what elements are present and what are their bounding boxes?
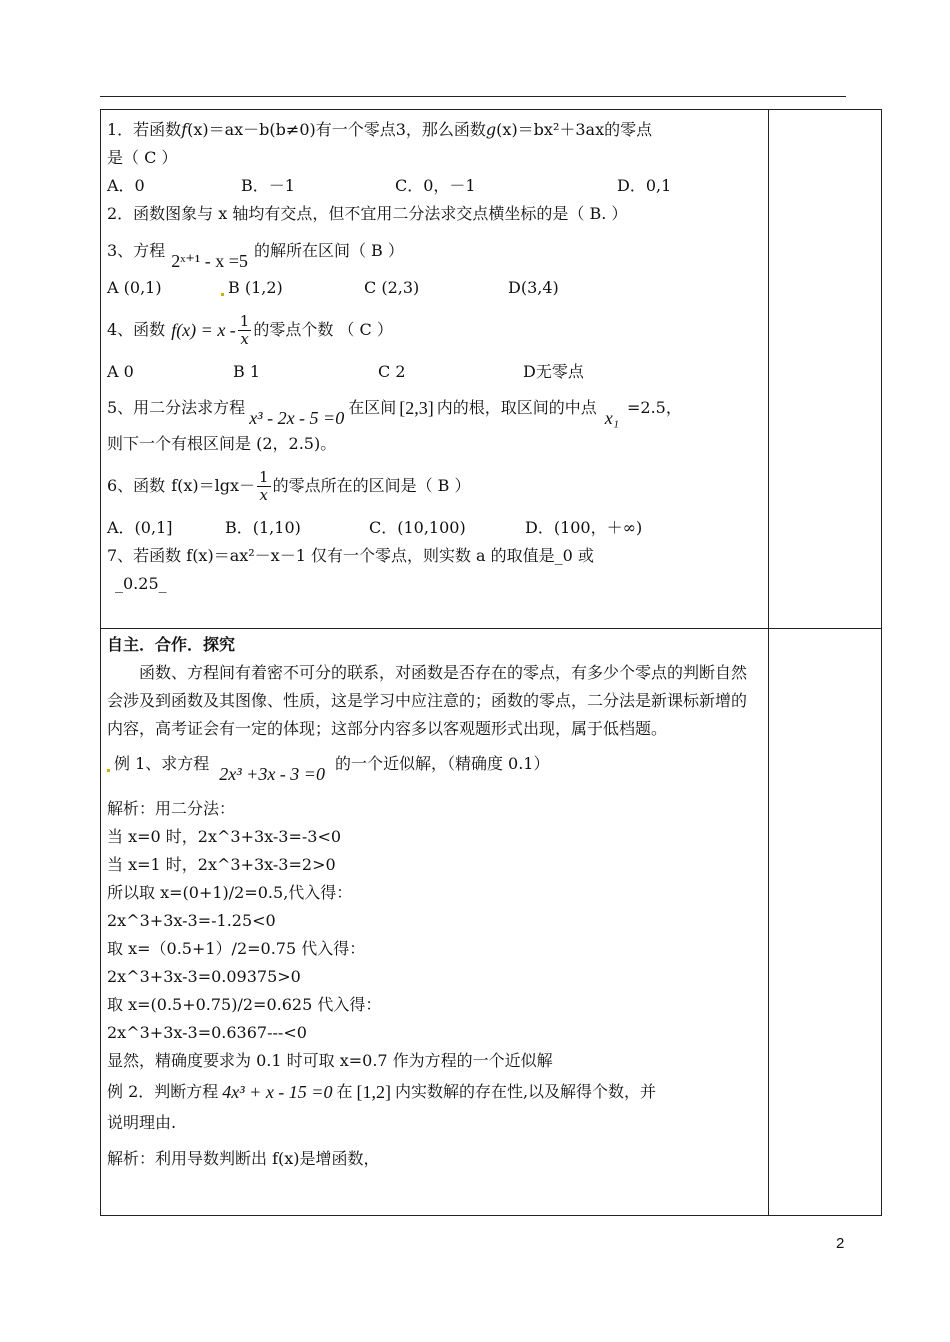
q7-line2: _0.25_ — [115, 574, 167, 593]
q6-fraction: $\frac{1}{x}$ — [259, 467, 269, 504]
intro-paragraph: 函数、方程间有着密不可分的联系，对函数是否存在的零点，有多少个零点的判断自然会涉及到函数及其图像、性质，这是学习中应注意的；函数的零点，二分法是新课标新增的内容，高考证会有一定的体现；这部分内容多以客观题形式出现，属于低档题。 — [107, 663, 748, 738]
q6-line: 6、函数 f(x)＝lgx－ $\frac{1}{x}$ 的零点所在的区间是（ B ） — [107, 467, 471, 504]
solution-line-4: 所以取 x=(0+1)/2=0.5,代入得： — [107, 883, 353, 902]
example1-line: 例 1、求方程 2x³ +3x - 3 =0 的一个近似解，（精确度 0.1） — [107, 743, 762, 785]
example2-line2: 说明理由. — [107, 1113, 177, 1132]
q3-line: 3、方程 2ˣ⁺¹ - x =5 的解所在区间（ B ） — [107, 241, 404, 271]
q2-line: 2．函数图象与 x 轴均有交点，但不宜用二分法求交点横坐标的是（ B. ） — [107, 204, 628, 223]
q7-line1: 7、若函数 f(x)＝ax²－x－1 仅有一个零点，则实数 a 的取值是_0 或 — [107, 546, 594, 565]
notes-cell-1 — [769, 110, 882, 629]
q4-line: 4、函数 f(x) = x - $\frac{1}{x}$ 的零点个数 （ C ） — [107, 311, 393, 348]
section-heading: 自主．合作．探究 — [107, 635, 236, 654]
solution-line-8: 取 x=(0.5+0.75)/2=0.625 代入得： — [107, 995, 382, 1014]
worksheet-table — [100, 109, 882, 1216]
example2-solution: 解析：利用导数判断出 f(x)是增函数， — [107, 1149, 380, 1168]
q6-options: A．(0,1] B．(1,10) C．(10,100) D．(100，＋∞) — [107, 518, 643, 537]
q4-fraction: $\frac{1}{x}$ — [239, 311, 250, 348]
marker-dot — [107, 769, 110, 772]
exercise-cell — [101, 110, 769, 629]
q4-options: A 0 B 1 C 2 D无零点 — [107, 362, 584, 381]
solution-line-2: 当 x=0 时，2x^3+3x-3=-3<0 — [107, 827, 342, 846]
explore-cell — [101, 629, 769, 1216]
q1-line1: 1．若函数 f (x)＝ax－b(b≠0)有一个零点3，那么函数 g (x)＝bx²＋3ax的零点 — [107, 120, 653, 139]
q1-line2: 是（ C ） — [107, 148, 178, 167]
q5-line1: 5、用二分法求方程 x³ - 2x - 5 =0 在区间 [2,3] 内的根，取区间的中点 x₁ =2.5， — [107, 398, 682, 428]
solution-line-9: 2x^3+3x-3=0.6367---<0 — [107, 1023, 307, 1042]
solution-line-1: 解析：用二分法： — [107, 799, 236, 818]
header-rule — [100, 96, 846, 97]
solution-line-3: 当 x=1 时，2x^3+3x-3=2>0 — [107, 855, 336, 874]
notes-cell-2 — [769, 629, 882, 1216]
page-number: 2 — [836, 1235, 845, 1252]
q1-options: A．0 B．－1 C．0，－1 D．0,1 — [107, 176, 672, 195]
q3-options: A (0,1) B (1,2) C (2,3) D(3,4) — [107, 278, 559, 297]
q5-line2: 则下一个有根区间是 (2，2.5)。 — [107, 434, 337, 453]
marker-dot — [221, 293, 224, 296]
solution-line-10: 显然，精确度要求为 0.1 时可取 x=0.7 作为方程的一个近似解 — [107, 1051, 553, 1070]
solution-line-6: 取 x=（0.5+1）/2=0.75 代入得： — [107, 939, 366, 958]
solution-line-5: 2x^3+3x-3=-1.25<0 — [107, 911, 276, 930]
example2-line1: 例 2．判断方程 4x³ + x - 15 =0 在 [1,2] 内实数解的存在性,以及解得个数，并 — [107, 1082, 657, 1102]
solution-line-7: 2x^3+3x-3=0.09375>0 — [107, 967, 301, 986]
